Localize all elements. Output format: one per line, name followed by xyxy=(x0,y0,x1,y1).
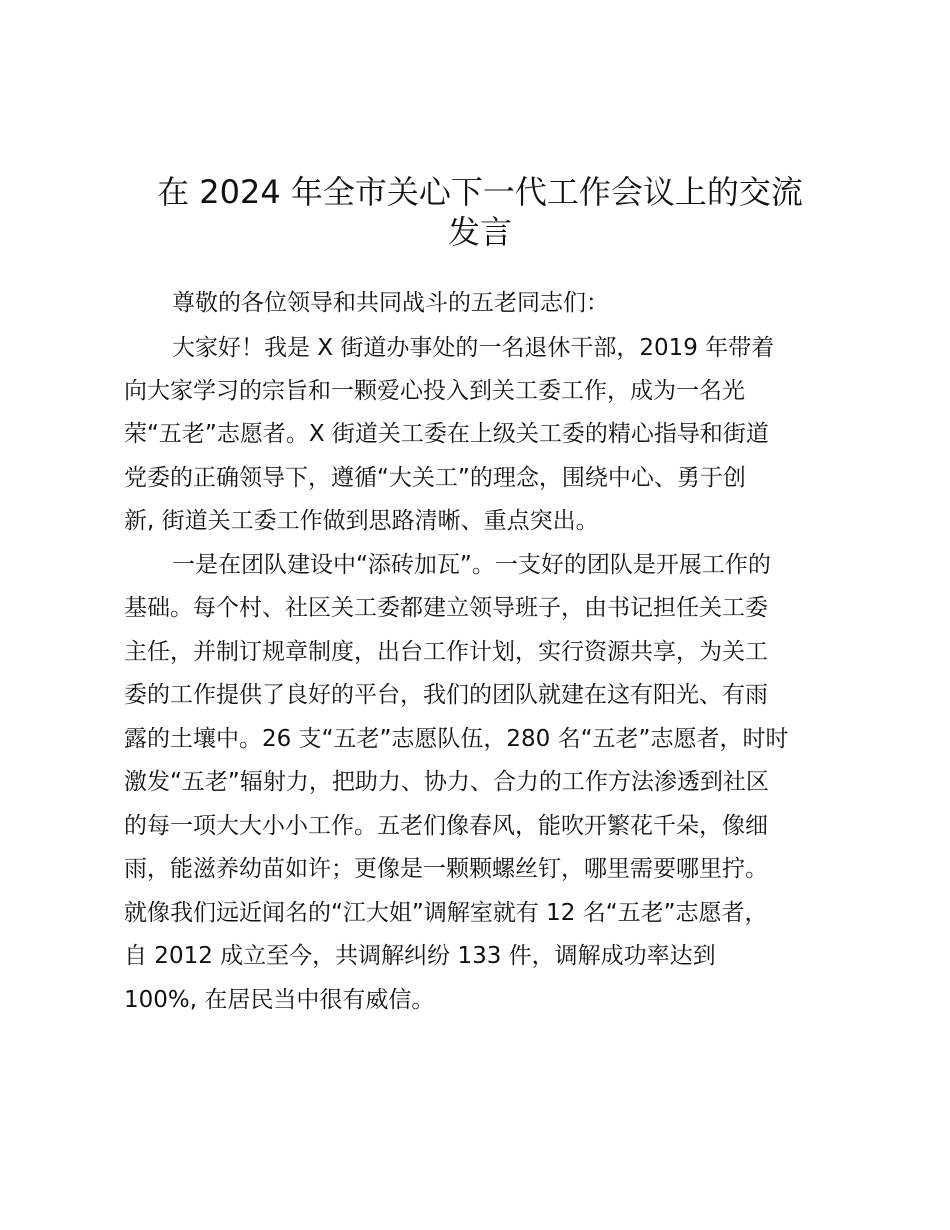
paragraph-line: 就像我们远近闻名的“江大姐”调解室就有 12 名“五老”志愿者， xyxy=(124,900,768,926)
paragraph-line: 党委的正确领导下，遵循“大关工”的理念，围绕中心、勇于创 xyxy=(124,465,746,491)
paragraph-line: 100%, 在居民当中很有威信。 xyxy=(124,987,435,1013)
paragraph-line: 主任，并制订规章制度，出台工作计划，实行资源共享，为关工 xyxy=(124,639,768,665)
paragraph-line: 雨，能滋养幼苗如许；更像是一颗颗螺丝钉，哪里需要哪里拧。 xyxy=(124,856,768,882)
salutation: 尊敬的各位领导和共同战斗的五老同志们： xyxy=(172,290,609,316)
paragraph-line: 向大家学习的宗旨和一颗爱心投入到关工委工作，成为一名光 xyxy=(124,378,745,404)
paragraph-line: 委的工作提供了良好的平台，我们的团队就建在这有阳光、有雨 xyxy=(124,682,768,708)
paragraph-line: 的每一项大大小小工作。五老们像春风，能吹开繁花千朵，像细 xyxy=(124,813,768,839)
title-line-2: 发言 xyxy=(447,213,512,251)
paragraph-line: 激发“五老”辐射力，把助力、协力、合力的工作方法渗透到社区 xyxy=(124,769,769,795)
paragraph-line: 新, 街道关工委工作做到思路清晰、重点突出。 xyxy=(124,508,599,534)
paragraph-line: 一是在团队建设中“添砖加瓦”。一支好的团队是开展工作的 xyxy=(172,552,771,578)
paragraph-line: 基础。每个村、社区关工委都建立领导班子，由书记担任关工委 xyxy=(124,595,768,621)
paragraph-line: 露的土壤中。26 支“五老”志愿队伍，280 名“五老”志愿者，时时 xyxy=(124,726,789,752)
paragraph-line: 自 2012 成立至今，共调解纠纷 133 件，调解成功率达到 xyxy=(124,943,716,969)
paragraph-line: 荣“五老”志愿者。X 街道关工委在上级关工委的精心指导和街道 xyxy=(124,421,769,447)
title-line-1: 在 2024 年全市关心下一代工作会议上的交流 xyxy=(157,173,803,211)
document-title xyxy=(120,172,840,252)
paragraph-line: 大家好！我是 X 街道办事处的一名退休干部，2019 年带着 xyxy=(172,335,775,361)
